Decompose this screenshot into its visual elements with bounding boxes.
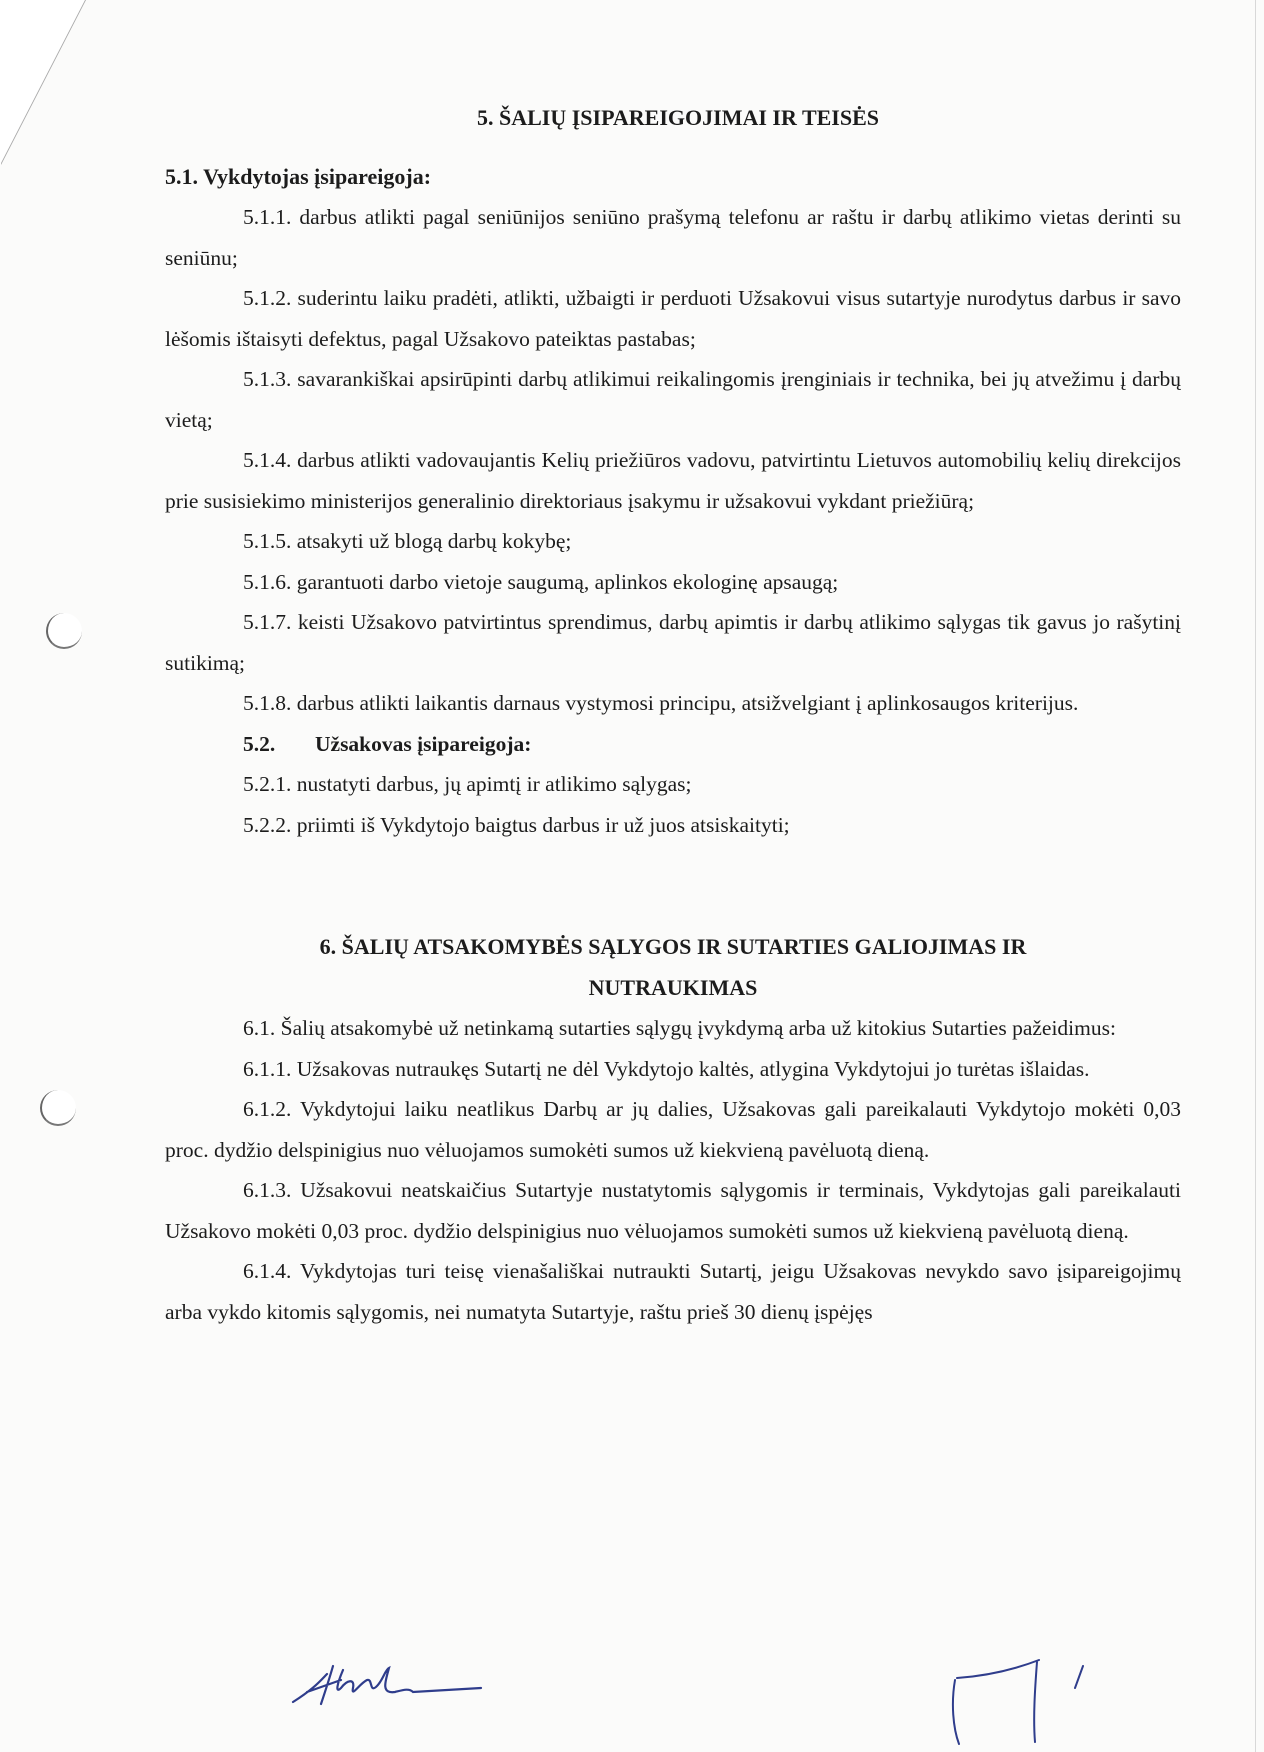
subsection-5-2-label: Užsakovas įsipareigoja: [315,731,532,756]
subsection-5-2-heading [165,724,1181,765]
clause-5-1-3: 5.1.3. savarankiškai apsirūpinti darbų atlikimui reikalingomis įrenginiais ir technika, bei jų atvežimu į darbų vietą; [165,367,1181,432]
clause-5-2-1: 5.2.1. nustatyti darbus, jų apimtį ir atlikimo sąlygas; [243,772,692,796]
scan-edge [1255,0,1256,1752]
clause-5-1-8: 5.1.8. darbus atlikti laikantis darnaus vystymosi principu, atsižvelgiant į aplinkosaugos kriterijus. [243,691,1079,715]
clause-6-1-2: 6.1.2. Vykdytojui laiku neatlikus Darbų ar jų dalies, Užsakovas gali pareikalauti Vykdytojo mokėti 0,03 proc. dydžio delspinigius nuo vėluojamos sumokėti sumos už kiekvieną pavėluotą dieną. [165,1097,1181,1162]
clause-6-1-4: 6.1.4. Vykdytojas turi teisę vienašališkai nutraukti Sutartį, jeigu Užsakovas nevykdo savo įsipareigojimų arba vykdo kitomis sąlygomis, nei numatyta Sutartyje, raštu prieš 30 dienų įspėjęs [165,1259,1181,1324]
punch-hole [40,1090,76,1126]
subsection-5-2-number: 5.2. [243,731,276,756]
clause-5-1-5: 5.1.5. atsakyti už blogą darbų kokybę; [243,529,572,553]
clause-6-1-3: 6.1.3. Užsakovui neatskaičius Sutartyje nustatytomis sąlygomis ir terminais, Vykdytojas gali pareikalauti Užsakovo mokėti 0,03 proc. dydžio delspinigius nuo vėluojamos sumokėti sumos už kiekvieną pavėluotą dieną. [165,1178,1181,1243]
section-6-title-line1: 6. ŠALIŲ ATSAKOMYBĖS SĄLYGOS IR SUTARTIES GALIOJIMAS IR [319,934,1027,959]
signature-right [935,1648,1095,1748]
clause-5-2-2: 5.2.2. priimti iš Vykdytojo baigtus darbus ir už juos atsiskaityti; [243,812,790,837]
clause-5-1-2: 5.1.2. suderintu laiku pradėti, atlikti, užbaigti ir perduoti Užsakovui visus sutartyje nurodytus darbus ir savo lėšomis ištaisyti defektus, pagal Užsakovo pateiktas pastabas; [165,286,1181,351]
section-6-title-line2: NUTRAUKIMAS [588,974,758,1000]
clause-5-1-7: 5.1.7. keisti Užsakovo patvirtintus sprendimus, darbų apimtis ir darbų atlikimo sąlygas tik gavus jo rašytinį sutikimą; [165,610,1181,675]
clause-5-1-1: 5.1.1. darbus atlikti pagal seniūnijos seniūno prašymą telefonu ar raštu ir darbų atlikimo vietas derinti su seniūnu; [165,205,1181,270]
document-page [165,98,1181,1332]
clause-6-1: 6.1. Šalių atsakomybė už netinkamą sutarties sąlygų įvykdymą arba už kitokius Sutarties pažeidimus: [243,1016,1116,1040]
scan-page-corner [0,0,85,165]
subsection-5-1-heading: 5.1. Vykdytojas įsipareigoja: [165,163,432,189]
clause-6-1-1: 6.1.1. Užsakovas nutraukęs Sutartį ne dėl Vykdytojo kaltės, atlygina Vykdytojui jo turėtas išlaidas. [243,1056,1090,1081]
clause-5-1-4: 5.1.4. darbus atlikti vadovaujantis Kelių priežiūros vadovu, patvirtintu Lietuvos automobilių kelių direkcijos prie susisiekimo ministerijos generalinio direktoriaus įsakymu ir užsakovui vykdant priežiūrą; [165,448,1181,513]
section-5-title: 5. ŠALIŲ ĮSIPAREIGOJIMAI IR TEISĖS [476,105,880,130]
signature-left [285,1658,485,1718]
punch-hole [46,613,82,649]
clause-5-1-6: 5.1.6. garantuoti darbo vietoje saugumą, aplinkos ekologinę apsaugą; [243,569,839,594]
